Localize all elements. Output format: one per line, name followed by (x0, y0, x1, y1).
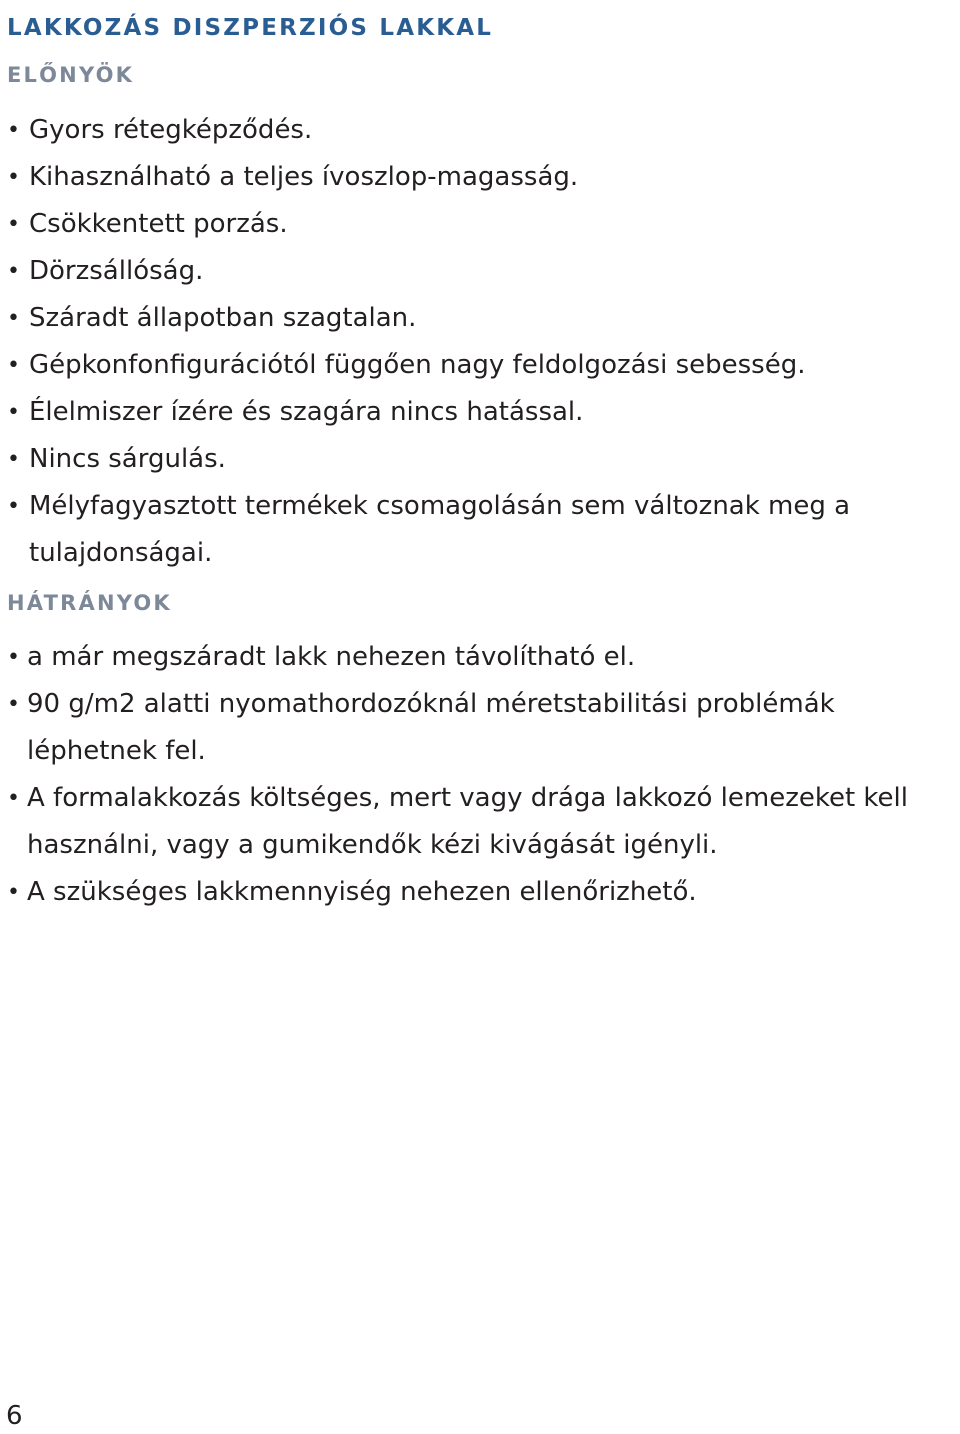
list-item (0, 107, 960, 154)
list-item-text: Gyors rétegképződés. (29, 115, 313, 145)
disadvantages-heading: HÁTRÁNYOK (7, 591, 172, 615)
list-item-text: Kihasználható a teljes ívoszlop-magasság. (29, 162, 579, 192)
list-item-text: A formalakkozás költséges, mert vagy drága lakkozó lemezeket kell használni, vagy a gumikendők kézi kivágását igényli. (27, 783, 909, 860)
bullet-icon: • (7, 880, 20, 905)
list-item-text: Élelmiszer ízére és szagára nincs hatással. (29, 397, 584, 427)
bullet-icon: • (7, 118, 20, 143)
list-item-text: Száradt állapotban szagtalan. (29, 303, 417, 333)
advantages-heading: ELŐNYÖK (7, 63, 135, 87)
advantages-list (0, 107, 960, 577)
list-item (0, 436, 960, 483)
list-item (0, 634, 960, 681)
bullet-icon: • (7, 165, 20, 190)
disadvantages-section (0, 588, 960, 916)
list-item (0, 295, 960, 342)
bullet-icon: • (7, 353, 20, 378)
disadvantages-list (0, 634, 960, 916)
list-item (0, 342, 960, 389)
bullet-icon: • (7, 212, 20, 237)
advantages-section (0, 60, 960, 577)
list-item-text: A szükséges lakkmennyiség nehezen ellenőrizhető. (27, 877, 697, 907)
list-item (0, 775, 927, 869)
list-item (0, 681, 927, 775)
bullet-icon: • (7, 259, 20, 284)
list-item-text: Mélyfagyasztott termékek csomagolásán sem változnak meg a tulajdonságai. (29, 491, 851, 568)
list-item (0, 869, 960, 916)
bullet-icon: • (7, 400, 20, 425)
bullet-icon: • (7, 786, 20, 811)
bullet-icon: • (7, 692, 20, 717)
list-item (0, 154, 960, 201)
list-item-text: Dörzsállóság. (29, 256, 204, 286)
bullet-icon: • (7, 494, 20, 519)
bullet-icon: • (7, 645, 20, 670)
list-item-text: Csökkentett porzás. (29, 209, 288, 239)
bullet-icon: • (7, 447, 20, 472)
page-number: 6 (6, 1401, 23, 1431)
list-item (0, 248, 960, 295)
list-item-text: a már megszáradt lakk nehezen távolítható el. (27, 642, 636, 672)
list-item (0, 201, 960, 248)
list-item-text: 90 g/m2 alatti nyomathordozóknál méretstabilitási problémák léphetnek fel. (27, 689, 835, 766)
page-title: LAKKOZÁS DISZPERZIÓS LAKKAL (7, 15, 494, 41)
list-item-text: Gépkonfonfigurációtól függően nagy feldolgozási sebesség. (29, 350, 806, 380)
list-item (0, 389, 960, 436)
list-item-text: Nincs sárgulás. (29, 444, 226, 474)
bullet-icon: • (7, 306, 20, 331)
list-item (0, 483, 929, 577)
